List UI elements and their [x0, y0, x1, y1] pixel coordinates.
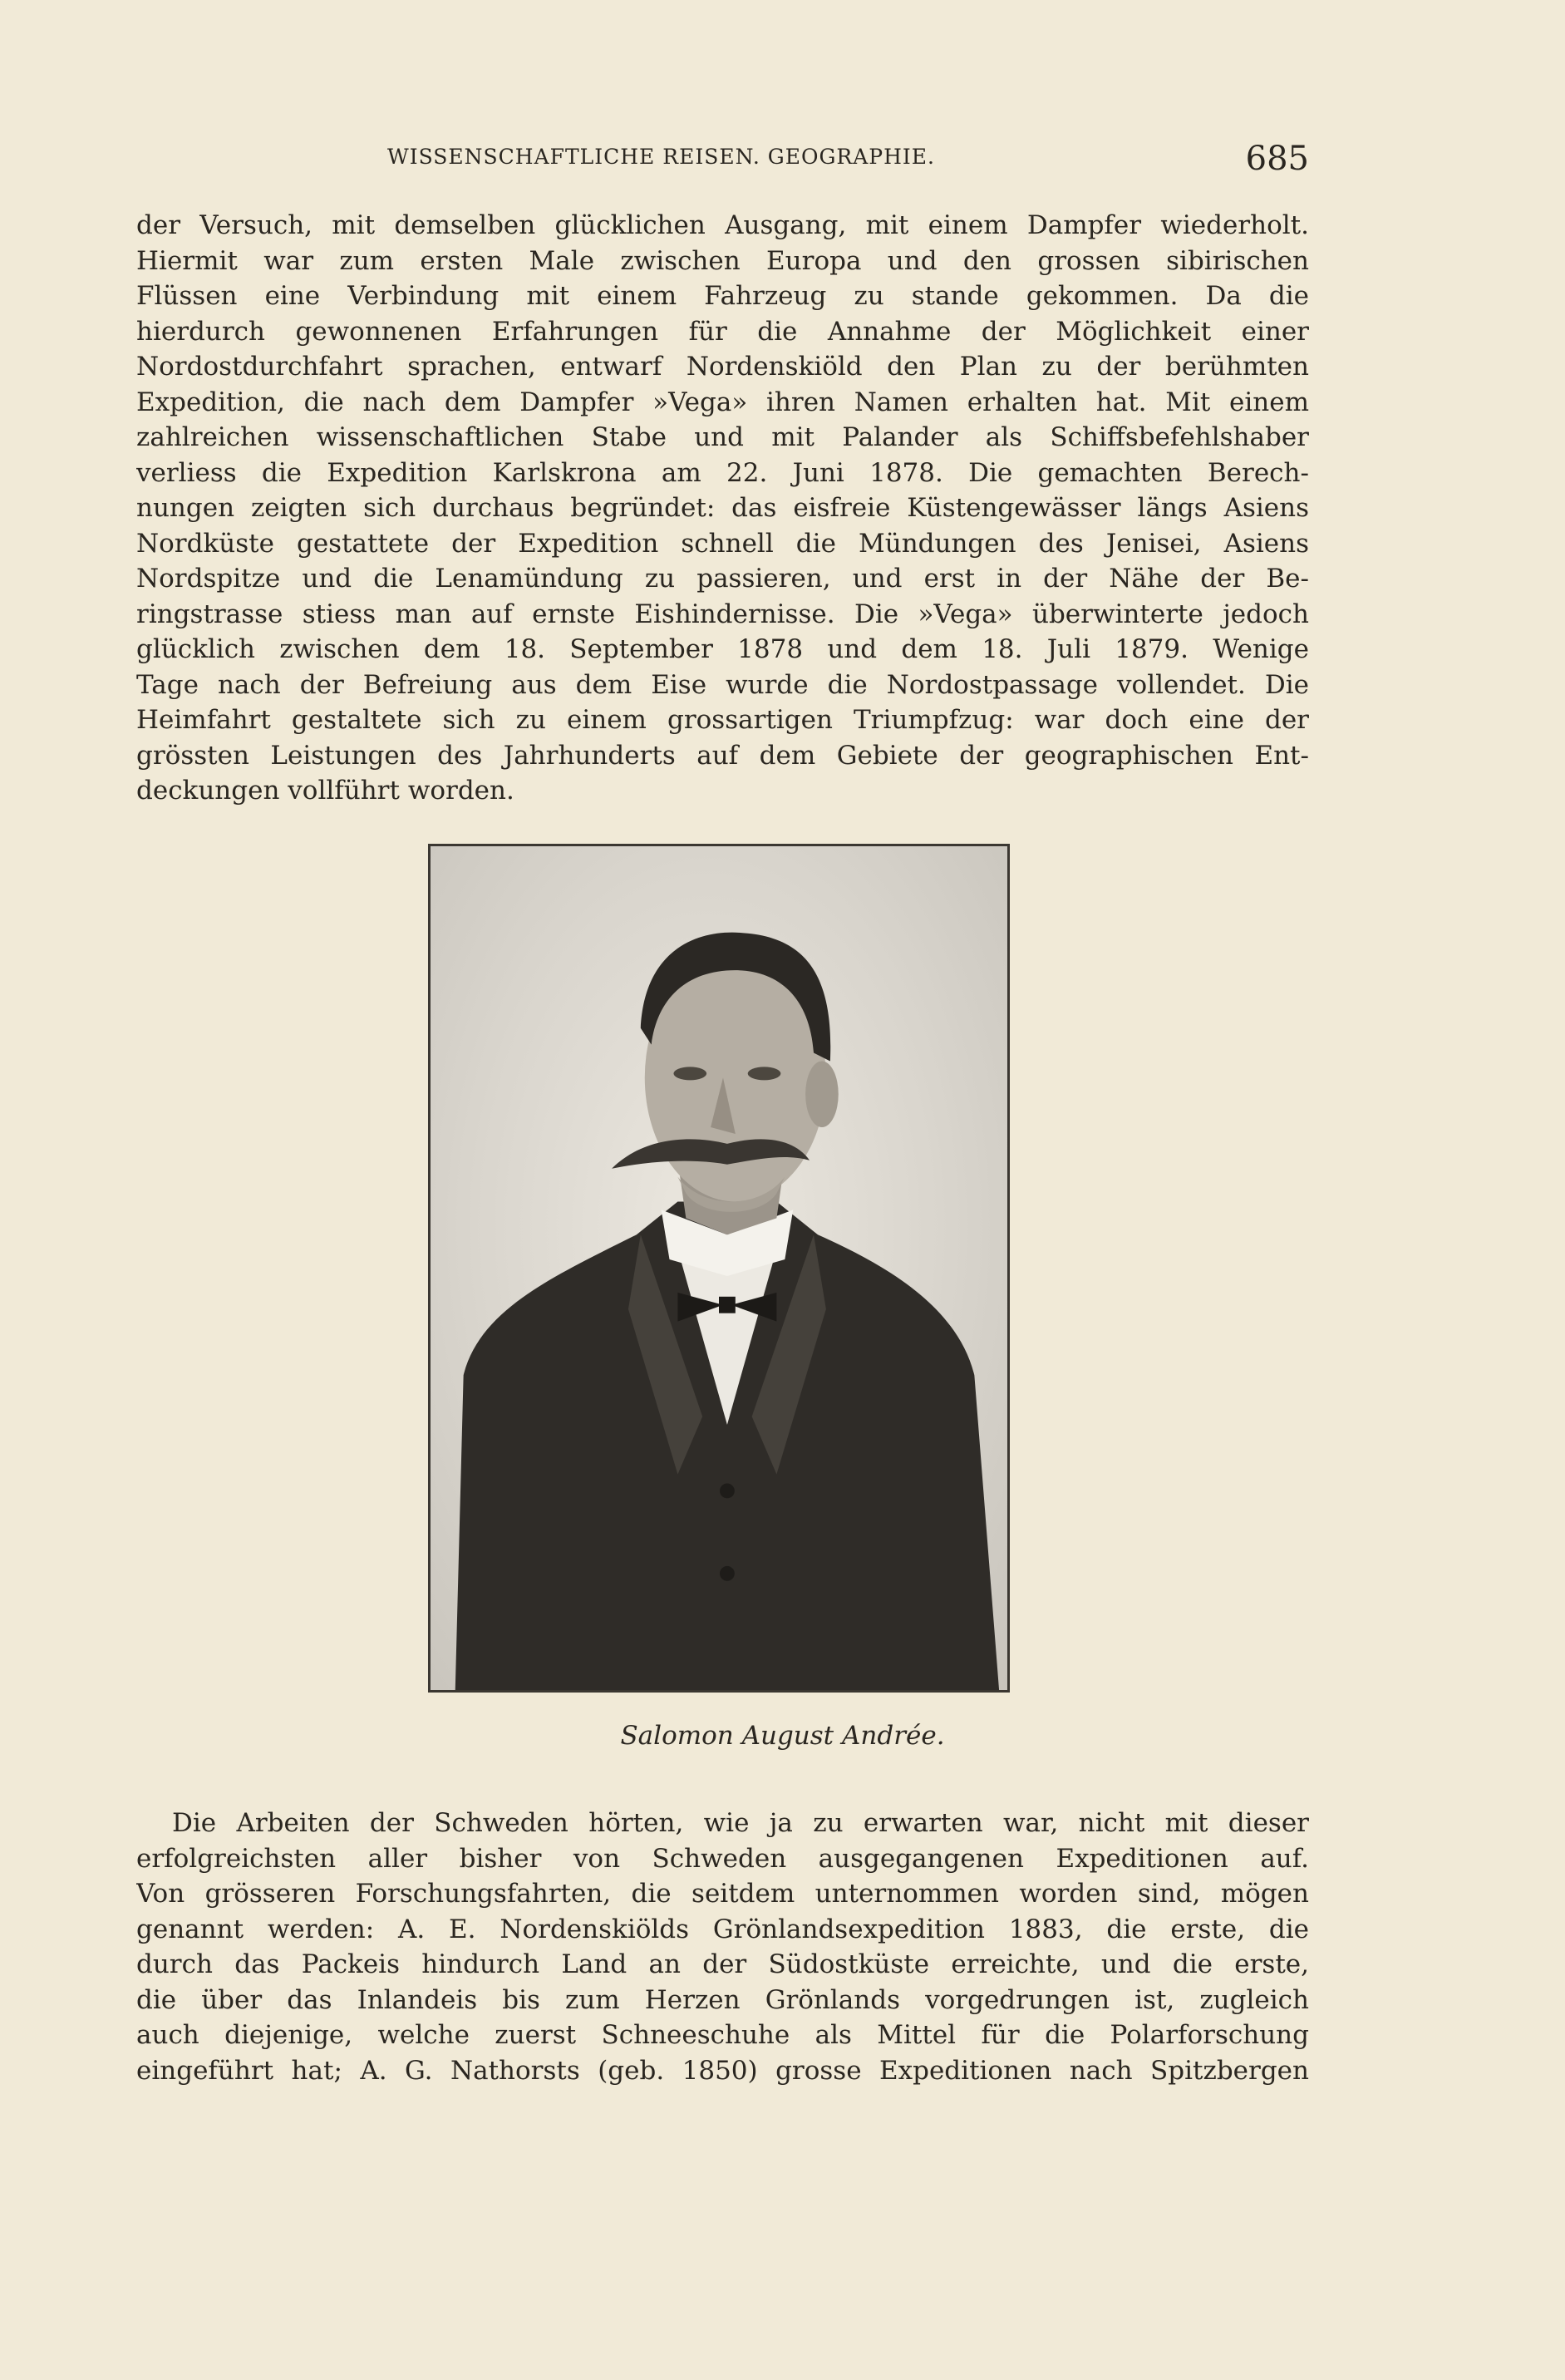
text-line: Flüssen eine Verbindung mit einem Fahrzeug zu stande gekommen. Da die — [136, 281, 1309, 311]
text-line: der Versuch, mit demselben glücklichen Ausgang, mit einem Dampfer wiederholt. — [136, 210, 1309, 240]
text-line: glücklich zwischen dem 18. September 1878 und dem 18. Juli 1879. Wenige — [136, 634, 1309, 664]
text-line: Tage nach der Befreiung aus dem Eise wurde die Nordostpassage vollendet. Die — [136, 669, 1309, 700]
portrait-illustration — [431, 846, 1007, 1690]
text-line: die über das Inlandeis bis zum Herzen Grönlands vorgedrungen ist, zugleich — [136, 1984, 1309, 2015]
portrait-photo — [428, 844, 1010, 1693]
figure-caption: Salomon August Andrée. — [620, 1721, 945, 1751]
text-line: nungen zeigten sich durchaus begründet: das eisfreie Küstengewässer längs Asiens — [136, 493, 1309, 523]
text-line: eingeführt hat; A. G. Nathorsts (geb. 1850) grosse Expeditionen nach Spitzbergen — [136, 2055, 1309, 2086]
text-line: verliess die Expedition Karlskrona am 22. Juni 1878. Die gemachten Berech- — [136, 457, 1309, 488]
text-line: Die Arbeiten der Schweden hörten, wie ja zu erwarten war, nicht mit dieser — [172, 1808, 1309, 1838]
text-line: zahlreichen wissenschaftlichen Stabe und mit Palander als Schiffsbefehlshaber — [136, 422, 1309, 452]
text-line: Hiermit war zum ersten Male zwischen Europa und den grossen sibirischen — [136, 245, 1309, 276]
paragraph-1 — [136, 208, 1309, 809]
text-line: genannt werden: A. E. Nordenskiölds Grönlandsexpedition 1883, die erste, die — [136, 1914, 1309, 1944]
page-number: 685 — [1245, 140, 1309, 178]
text-line: auch diejenige, welche zuerst Schneeschuhe als Mittel für die Polarforschung — [136, 2020, 1309, 2050]
text-line: ringstrasse stiess man auf ernste Eishindernisse. Die »Vega» überwinterte jedoch — [136, 599, 1309, 629]
text-line: durch das Packeis hindurch Land an der Südostküste erreichte, und die erste, — [136, 1949, 1309, 1979]
running-title: WISSENSCHAFTLICHE REISEN. GEOGRAPHIE. — [387, 145, 935, 169]
text-line: deckungen vollführt worden. — [136, 776, 514, 806]
text-line: erfolgreichsten aller bisher von Schweden ausgegangenen Expeditionen auf. — [136, 1843, 1309, 1874]
text-line: Nordküste gestattete der Expedition schnell die Mündungen des Jenisei, Asiens — [136, 528, 1309, 559]
text-line: hierdurch gewonnenen Erfahrungen für die Annahme der Möglichkeit einer — [136, 316, 1309, 347]
text-line: Von grösseren Forschungsfahrten, die seitdem unternommen worden sind, mögen — [136, 1879, 1309, 1909]
text-line: grössten Leistungen des Jahrhunderts auf dem Gebiete der geographischen Ent- — [136, 740, 1309, 771]
text-line: Nordostdurchfahrt sprachen, entwarf Nordenskiöld den Plan zu der berühmten — [136, 352, 1309, 382]
running-head — [387, 140, 1309, 181]
text-line: Expedition, die nach dem Dampfer »Vega» ihren Namen erhalten hat. Mit einem — [136, 387, 1309, 417]
text-line: Heimfahrt gestaltete sich zu einem grossartigen Triumpfzug: war doch eine der — [136, 705, 1309, 735]
paragraph-2 — [136, 1806, 1309, 2088]
text-line: Nordspitze und die Lenamündung zu passieren, und erst in der Nähe der Be- — [136, 564, 1309, 594]
